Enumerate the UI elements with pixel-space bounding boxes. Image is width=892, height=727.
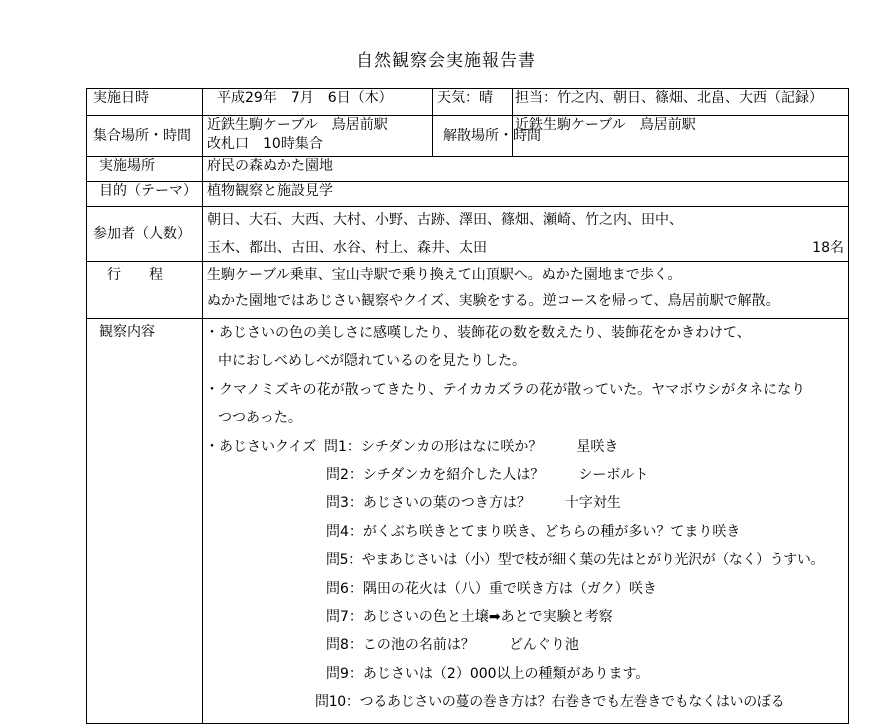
obs-p1-line-1: ・あじさいの色の美しさに感嘆したり、装飾花の数を数えたり、装飾花をかきわけて、 [205, 325, 751, 341]
members-count: 18名 [812, 240, 844, 256]
quiz-question: 問6：隅田の花火は（八）重で咲き方は（ガク）咲き [326, 580, 657, 597]
quiz-question: 問10：つるあじさいの蔓の巻き方は？右巻きでも左巻きでもなくはいのぼる [315, 694, 785, 711]
schedule-label: 行 程 [87, 262, 203, 319]
meeting-line-1: 近鉄生駒ケーブル 鳥居前駅 [207, 117, 388, 133]
quiz-item-7 [205, 603, 848, 631]
quiz-answer: 星咲き [576, 438, 619, 455]
report-table [86, 88, 849, 724]
staff-cell: 担当：竹之内、朝日、篠畑、北畠、大西（記録） [513, 89, 849, 116]
observation-label: 観察内容 [87, 319, 203, 724]
quiz-question: 問1：シチダンカの形はなに咲か？ [324, 438, 543, 455]
schedule-line-2: ぬかた園地ではあじさい観察やクイズ、実験をする。逆コースを帰って、鳥居前駅で解散。 [207, 293, 780, 309]
date-value: 平成29年 7月 6日（木） [203, 89, 433, 116]
obs-p2-line-2: つつあった。 [218, 410, 302, 427]
quiz-intro: ・あじさいクイズ [205, 438, 317, 455]
quiz-item-3 [205, 489, 848, 517]
members-line-2 [207, 235, 848, 261]
schedule-line-1: 生駒ケーブル乗車、宝山寺駅で乗り換えて山頂駅へ。ぬかた園地まで歩く。 [207, 267, 682, 283]
observation-body [203, 319, 849, 724]
location-label: 実施場所 [87, 157, 203, 182]
quiz-item-9 [205, 660, 848, 688]
row-members [87, 207, 849, 262]
row-schedule [87, 262, 849, 319]
row-location [87, 157, 849, 182]
quiz-item-6 [205, 575, 848, 603]
obs-p1-line-2: 中におしべめしべが隠れているのを見たりした。 [218, 353, 526, 370]
quiz-answer: どんぐり池 [508, 637, 579, 654]
date-label: 実施日時 [87, 89, 203, 116]
members-value [203, 207, 849, 262]
quiz-question: 問5：やまあじさいは（小）型で枝が細く葉の先はとがり光沢が（なく）うすい。 [326, 552, 825, 569]
schedule-value [203, 262, 849, 319]
quiz-answer: シーボルト [578, 466, 649, 483]
quiz-item-10 [205, 688, 848, 716]
row-meeting [87, 116, 849, 157]
meeting-value [203, 116, 433, 157]
row-date [87, 89, 849, 116]
meeting-label: 集合場所・時間 [87, 116, 203, 157]
members-label: 参加者（人数） [87, 207, 203, 262]
row-observation [87, 319, 849, 724]
quiz-item-5 [205, 546, 848, 574]
purpose-label: 目的（テーマ） [87, 182, 203, 207]
quiz-question: 問9：あじさいは（2）000以上の種類があります。 [326, 665, 650, 682]
members-names-2: 玉木、都出、古田、水谷、村上、森井、太田 [207, 240, 487, 256]
quiz-item-1 [205, 433, 848, 461]
row-purpose [87, 182, 849, 207]
weather-cell: 天気：晴 [433, 89, 513, 116]
quiz-item-8 [205, 631, 848, 659]
meeting-line-2: 改札口 10時集合 [207, 136, 323, 152]
dismissal-label-cell [433, 116, 541, 157]
quiz-question: 問8：この池の名前は？ [326, 637, 475, 654]
quiz-item-2 [205, 461, 848, 489]
dismissal-label: 解散場所・時間 [443, 127, 541, 144]
purpose-value: 植物観察と施設見学 [203, 182, 849, 207]
dismissal-value: 近鉄生駒ケーブル 鳥居前駅 [513, 116, 849, 157]
quiz-question: 問7：あじさいの色と土壌➡あとで実験と考察 [326, 608, 613, 625]
members-line-1: 朝日、大石、大西、大村、小野、古跡、澤田、篠畑、瀬崎、竹之内、田中、 [207, 212, 683, 228]
report-title: 自然観察会実施報告書 [356, 51, 536, 71]
quiz-question: 問3：あじさいの葉のつき方は？ [326, 495, 531, 512]
quiz-item-4 [205, 518, 848, 546]
quiz-answer: 十字対生 [564, 495, 621, 512]
quiz-question: 問4：がくぶち咲きとてまり咲き、どちらの種が多い？てまり咲き [326, 523, 741, 540]
quiz-question: 問2：シチダンカを紹介した人は？ [326, 466, 545, 483]
location-value: 府民の森ぬかた園地 [203, 157, 849, 182]
obs-p2-line-1: ・クマノミズキの花が散ってきたり、テイカカズラの花が散っていた。ヤマボウシがタネになり [205, 381, 806, 398]
